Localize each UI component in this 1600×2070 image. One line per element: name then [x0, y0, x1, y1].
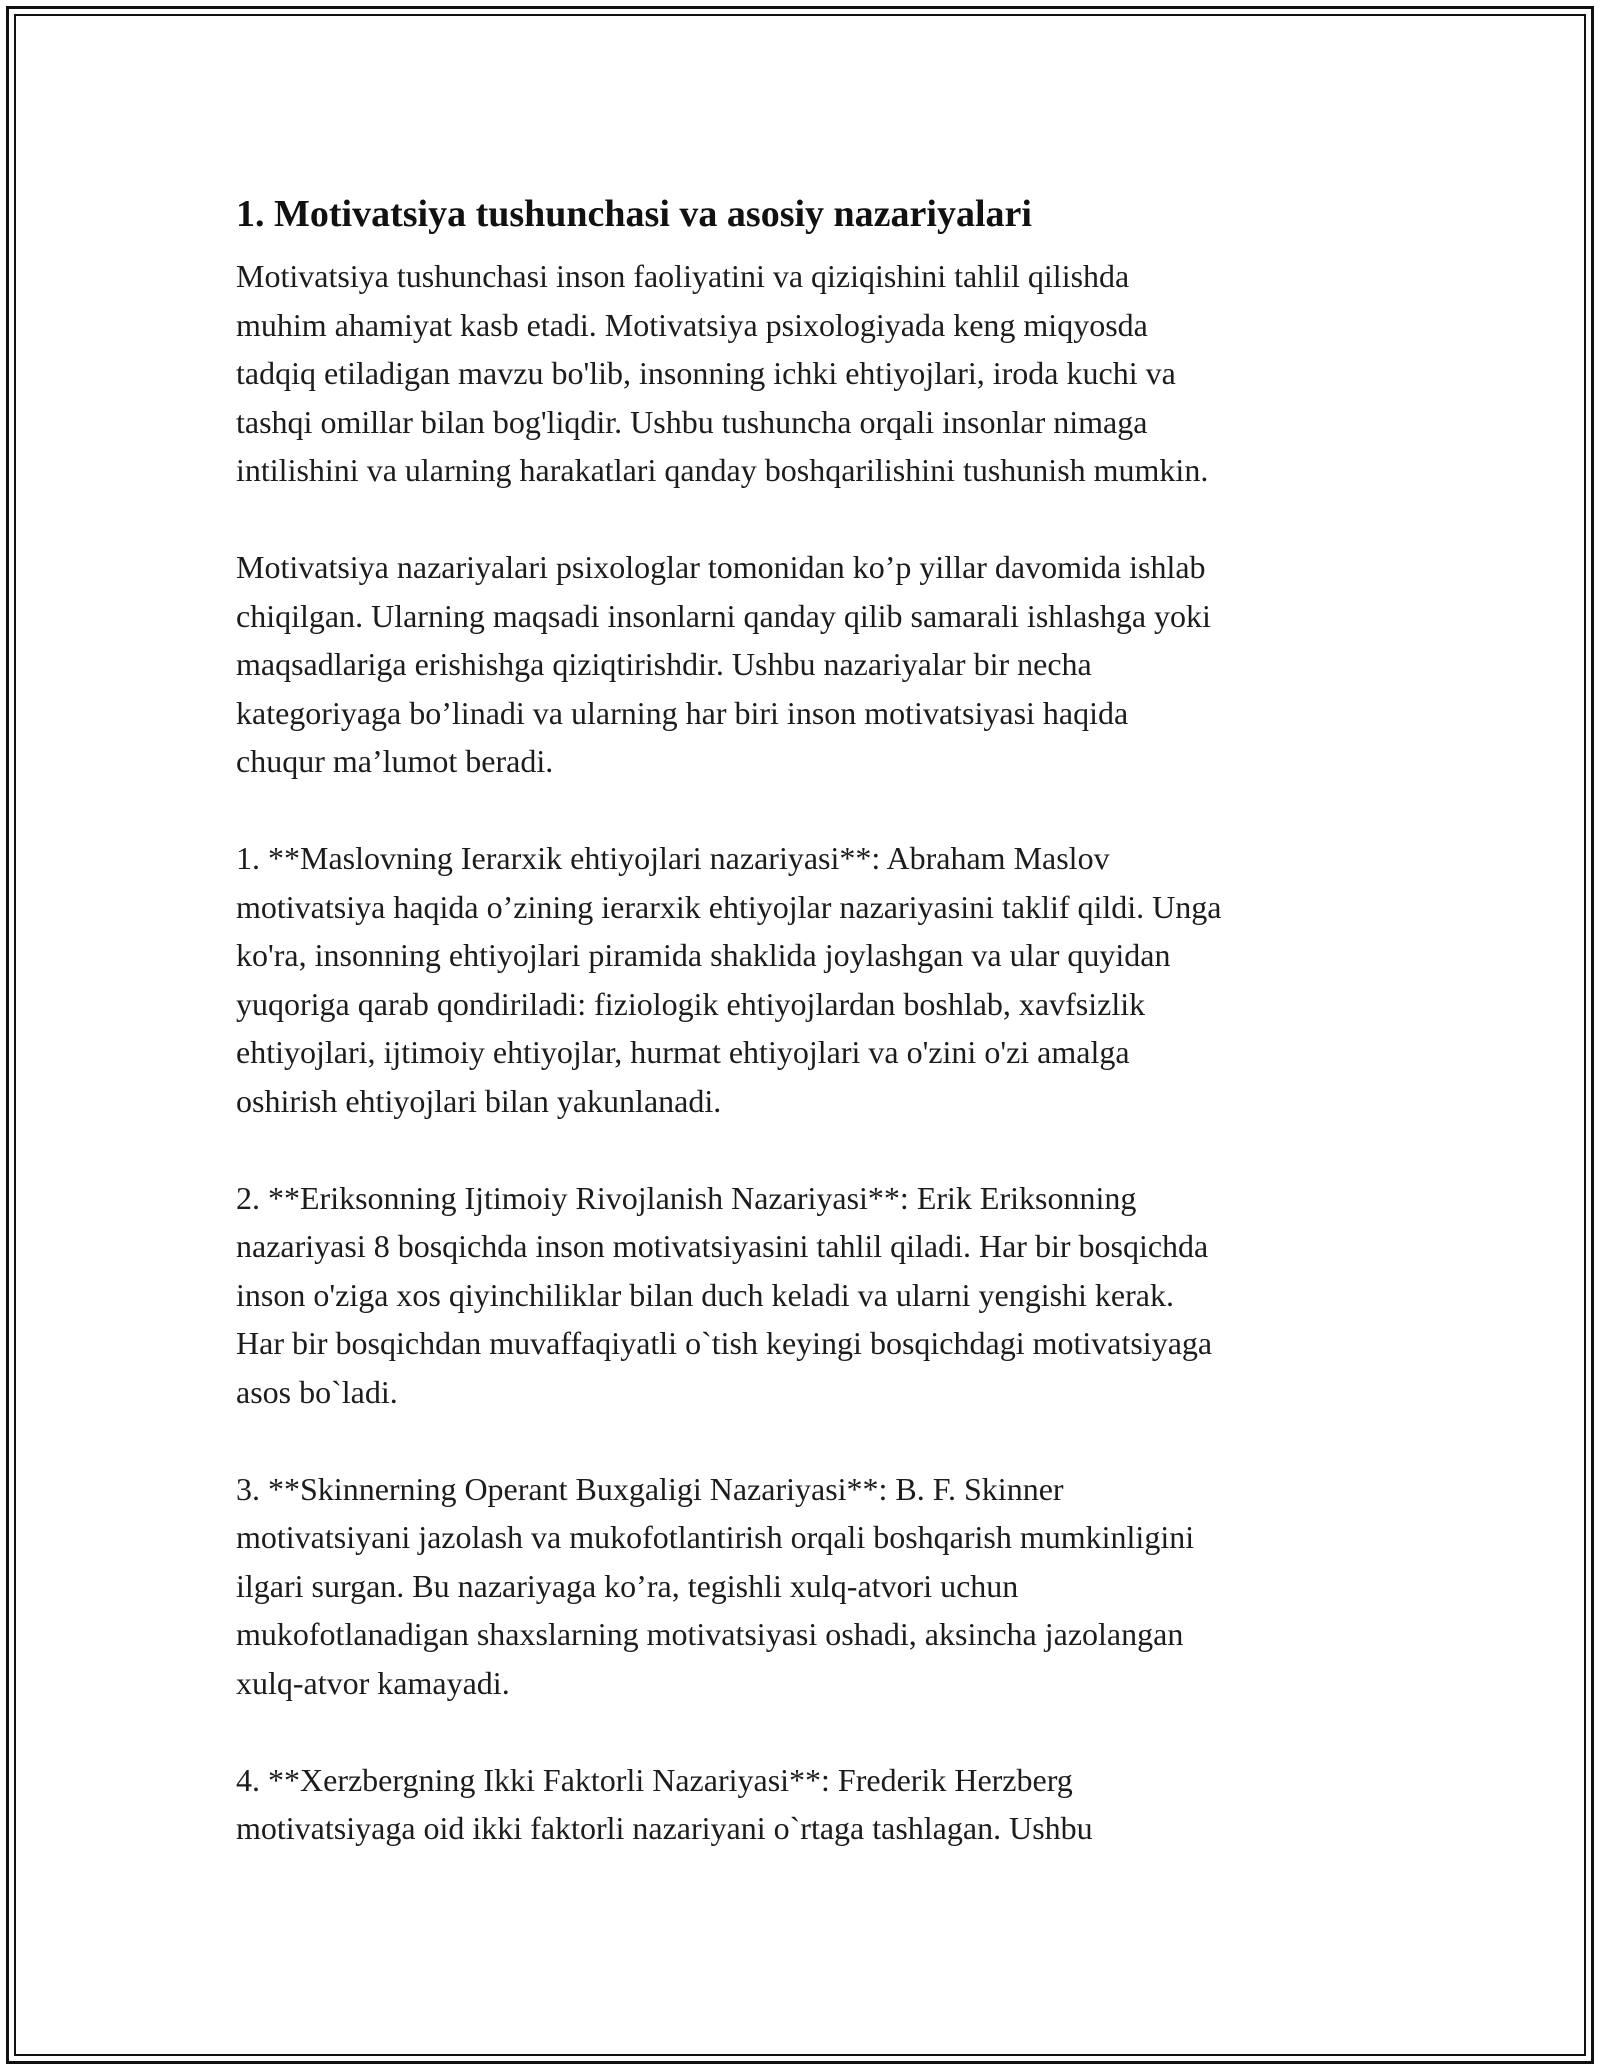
paragraph-motivation-concept: Motivatsiya tushunchasi inson faoliyatini va qiziqishini tahlil qilishda muhim ahamiyat kasb etadi. Motivatsiya psixologiyada keng miqyosda tadqiq etiladigan mavzu bo'lib, insonning ichki ehtiyojlari, iroda kuchi va tashqi omillar bilan bog'liqdir. Ushbu tushuncha orqali insonlar nimaga intilishini va ularning harakatlari qanday boshqarilishini tushunish mumkin. — [236, 258, 1209, 488]
document-page — [236, 186, 1376, 1901]
paragraph-erikson-theory: 2. **Eriksonning Ijtimoiy Rivojlanish Nazariyasi**: Erik Eriksonning nazariyasi 8 bosqichda inson motivatsiyasini tahlil qiladi. Har bir bosqichda inson o'ziga xos qiyinchiliklar bilan duch keladi va ularni yengishi kerak. Har bir bosqichdan muvaffaqiyatli o`tish keyingi bosqichdagi motivatsiyaga asos bo`ladi. — [236, 1179, 1213, 1410]
section-heading: 1. Motivatsiya tushunchasi va asosiy nazariyalari — [236, 193, 1032, 235]
paragraph-skinner-theory: 3. **Skinnerning Operant Buxgaligi Nazariyasi**: B. F. Skinner motivatsiyani jazolash va mukofotlantirish orqali boshqarish mumkinligini ilgari surgan. Bu nazariyaga ko’ra, tegishli xulq-atvori uchun mukofotlanadigan shaxslarning motivatsiyasi oshadi, aksincha jazolangan xulq-atvor kamayadi. — [236, 1470, 1195, 1701]
paragraph-motivation-theories: Motivatsiya nazariyalari psixologlar tomonidan ko’p yillar davomida ishlab chiqilgan. Ularning maqsadi insonlarni qanday qilib samarali ishlashga yoki maqsadlariga erishishga qiziqtirishdir. Ushbu nazariyalar bir necha kategoriyaga bo’linadi va ularning har biri inson motivatsiyasi haqida chuqur ma’lumot beradi. — [236, 549, 1211, 779]
paragraph-herzberg-theory: 4. **Xerzbergning Ikki Faktorli Nazariyasi**: Frederik Herzberg motivatsiyaga oid ikki faktorli nazariyani o`rtaga tashlagan. Ushbu — [236, 1761, 1093, 1846]
paragraph-maslow-theory: 1. **Maslovning Ierarxik ehtiyojlari nazariyasi**: Abraham Maslov motivatsiya haqida o’zining ierarxik ehtiyojlar nazariyasini taklif qildi. Unga ko'ra, insonning ehtiyojlari piramida shaklida joylashgan va ular quyidan yuqoriga qarab qondiriladi: fiziologik ehtiyojlardan boshlab, xavfsizlik ehtiyojlari, ijtimoiy ehtiyojlar, hurmat ehtiyojlari va o'zini o'zi amalga oshirish ehtiyojlari bilan yakunlanadi. — [236, 840, 1222, 1119]
